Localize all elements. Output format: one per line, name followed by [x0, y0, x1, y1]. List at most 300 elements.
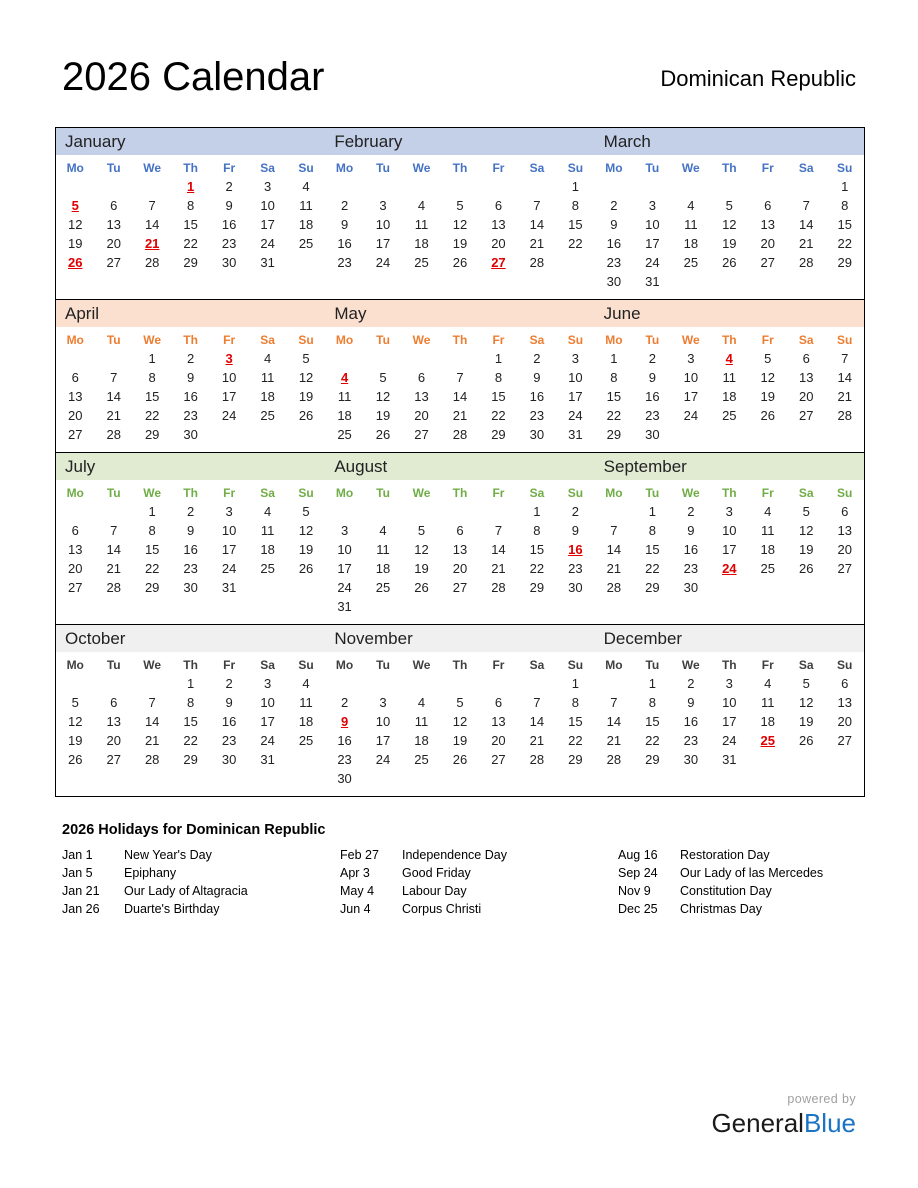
day-cell[interactable]: 11: [260, 523, 275, 538]
day-cell[interactable]: 28: [606, 580, 622, 595]
day-cell[interactable]: 6: [71, 523, 79, 538]
day-cell[interactable]: 25: [414, 255, 429, 270]
day-cell[interactable]: 18: [414, 733, 429, 748]
day-cell[interactable]: 16: [337, 733, 352, 748]
day-cell[interactable]: 6: [110, 695, 118, 710]
day-cell[interactable]: 9: [610, 217, 618, 232]
day-cell[interactable]: 28: [799, 255, 814, 270]
day-cell-holiday[interactable]: 4: [340, 370, 349, 385]
day-cell[interactable]: 4: [417, 695, 426, 710]
day-cell[interactable]: 12: [414, 542, 429, 557]
day-cell[interactable]: 14: [799, 217, 814, 232]
day-cell[interactable]: 26: [375, 427, 391, 442]
day-cell[interactable]: 2: [340, 695, 349, 710]
day-cell[interactable]: 24: [375, 752, 391, 767]
day-cell[interactable]: 12: [452, 714, 468, 729]
day-cell[interactable]: 3: [263, 179, 272, 194]
day-cell[interactable]: 7: [110, 370, 118, 385]
day-cell[interactable]: 6: [802, 351, 810, 366]
day-cell[interactable]: 28: [452, 427, 468, 442]
day-cell[interactable]: 18: [722, 389, 737, 404]
day-cell[interactable]: 19: [68, 236, 83, 251]
day-cell[interactable]: 6: [494, 198, 503, 213]
day-cell[interactable]: 26: [298, 408, 314, 423]
day-cell[interactable]: 13: [760, 217, 775, 232]
day-cell[interactable]: 14: [529, 217, 545, 232]
day-cell[interactable]: 1: [648, 676, 656, 691]
day-cell[interactable]: 12: [68, 217, 83, 232]
day-cell[interactable]: 8: [648, 695, 656, 710]
day-cell[interactable]: 4: [687, 198, 695, 213]
day-cell[interactable]: 12: [298, 523, 314, 538]
day-cell[interactable]: 13: [68, 389, 83, 404]
day-cell[interactable]: 14: [106, 389, 121, 404]
day-cell[interactable]: 14: [106, 542, 121, 557]
day-cell[interactable]: 2: [571, 504, 579, 519]
day-cell[interactable]: 16: [683, 542, 699, 557]
day-cell[interactable]: 5: [302, 351, 310, 366]
day-cell[interactable]: 15: [568, 217, 583, 232]
day-cell[interactable]: 23: [337, 752, 352, 767]
day-cell[interactable]: 28: [837, 408, 852, 423]
day-cell[interactable]: 19: [375, 408, 391, 423]
day-cell[interactable]: 13: [414, 389, 429, 404]
day-cell[interactable]: 1: [148, 351, 156, 366]
day-cell[interactable]: 16: [529, 389, 545, 404]
day-cell[interactable]: 7: [610, 695, 618, 710]
day-cell[interactable]: 12: [799, 523, 814, 538]
day-cell[interactable]: 12: [298, 370, 314, 385]
day-cell[interactable]: 7: [533, 198, 541, 213]
day-cell[interactable]: 18: [683, 236, 699, 251]
day-cell[interactable]: 2: [340, 198, 349, 213]
day-cell[interactable]: 11: [414, 714, 429, 729]
day-cell[interactable]: 30: [568, 580, 583, 595]
day-cell[interactable]: 21: [529, 236, 545, 251]
day-cell[interactable]: 9: [571, 523, 579, 538]
day-cell[interactable]: 23: [606, 255, 622, 270]
day-cell[interactable]: 17: [221, 389, 237, 404]
day-cell[interactable]: 17: [568, 389, 583, 404]
day-cell[interactable]: 12: [722, 217, 737, 232]
day-cell[interactable]: 27: [106, 255, 121, 270]
day-cell[interactable]: 28: [144, 255, 160, 270]
day-cell[interactable]: 26: [722, 255, 737, 270]
day-cell[interactable]: 29: [144, 427, 160, 442]
day-cell-holiday[interactable]: 1: [187, 179, 195, 194]
day-cell[interactable]: 7: [841, 351, 849, 366]
day-cell[interactable]: 3: [225, 504, 233, 519]
day-cell[interactable]: 22: [529, 561, 545, 576]
day-cell[interactable]: 7: [456, 370, 464, 385]
day-cell[interactable]: 7: [148, 695, 156, 710]
day-cell[interactable]: 23: [683, 561, 699, 576]
day-cell[interactable]: 23: [683, 733, 699, 748]
day-cell[interactable]: 5: [71, 695, 79, 710]
day-cell[interactable]: 20: [491, 733, 506, 748]
day-cell[interactable]: 26: [799, 561, 814, 576]
day-cell[interactable]: 28: [529, 752, 545, 767]
day-cell[interactable]: 2: [225, 179, 233, 194]
day-cell[interactable]: 22: [645, 733, 660, 748]
day-cell[interactable]: 25: [375, 580, 391, 595]
day-cell[interactable]: 16: [337, 236, 352, 251]
day-cell[interactable]: 7: [494, 523, 503, 538]
day-cell[interactable]: 26: [452, 752, 468, 767]
day-cell[interactable]: 6: [110, 198, 118, 213]
day-cell[interactable]: 10: [683, 370, 699, 385]
day-cell[interactable]: 15: [645, 714, 660, 729]
day-cell[interactable]: 25: [337, 427, 352, 442]
day-cell[interactable]: 17: [221, 542, 237, 557]
day-cell[interactable]: 29: [183, 255, 198, 270]
day-cell[interactable]: 29: [491, 427, 506, 442]
day-cell[interactable]: 14: [837, 370, 852, 385]
day-cell[interactable]: 4: [764, 676, 772, 691]
day-cell[interactable]: 1: [187, 676, 195, 691]
day-cell-holiday[interactable]: 27: [491, 255, 506, 270]
day-cell[interactable]: 19: [298, 389, 314, 404]
day-cell[interactable]: 20: [837, 542, 852, 557]
day-cell[interactable]: 19: [414, 561, 429, 576]
day-cell[interactable]: 10: [260, 198, 275, 213]
day-cell[interactable]: 15: [837, 217, 852, 232]
day-cell[interactable]: 1: [648, 504, 656, 519]
day-cell[interactable]: 28: [606, 752, 622, 767]
day-cell[interactable]: 19: [452, 733, 468, 748]
day-cell[interactable]: 14: [529, 714, 545, 729]
day-cell[interactable]: 2: [533, 351, 541, 366]
day-cell[interactable]: 15: [183, 217, 198, 232]
day-cell[interactable]: 4: [379, 523, 387, 538]
day-cell[interactable]: 7: [533, 695, 541, 710]
day-cell[interactable]: 22: [568, 733, 583, 748]
day-cell[interactable]: 31: [568, 427, 583, 442]
day-cell[interactable]: 17: [722, 542, 737, 557]
day-cell[interactable]: 25: [760, 561, 775, 576]
day-cell[interactable]: 25: [722, 408, 737, 423]
day-cell[interactable]: 13: [452, 542, 468, 557]
day-cell[interactable]: 27: [68, 427, 83, 442]
day-cell[interactable]: 30: [221, 255, 237, 270]
day-cell[interactable]: 13: [106, 217, 121, 232]
day-cell[interactable]: 11: [761, 695, 775, 710]
day-cell[interactable]: 2: [610, 198, 618, 213]
day-cell[interactable]: 16: [183, 389, 198, 404]
day-cell[interactable]: 2: [187, 351, 195, 366]
day-cell[interactable]: 19: [760, 389, 775, 404]
day-cell[interactable]: 20: [106, 733, 121, 748]
day-cell[interactable]: 11: [761, 523, 775, 538]
day-cell[interactable]: 6: [764, 198, 772, 213]
day-cell[interactable]: 31: [722, 752, 737, 767]
day-cell[interactable]: 9: [533, 370, 541, 385]
day-cell[interactable]: 11: [299, 695, 313, 710]
day-cell[interactable]: 13: [837, 695, 852, 710]
day-cell[interactable]: 8: [571, 198, 579, 213]
day-cell[interactable]: 22: [144, 408, 160, 423]
day-cell[interactable]: 30: [645, 427, 660, 442]
day-cell[interactable]: 10: [722, 523, 737, 538]
day-cell[interactable]: 19: [68, 733, 83, 748]
day-cell-holiday[interactable]: 4: [725, 351, 733, 366]
day-cell[interactable]: 4: [263, 504, 272, 519]
day-cell[interactable]: 17: [337, 561, 352, 576]
day-cell[interactable]: 13: [799, 370, 814, 385]
day-cell[interactable]: 21: [529, 733, 545, 748]
day-cell-holiday[interactable]: 24: [722, 561, 737, 576]
day-cell[interactable]: 17: [260, 714, 275, 729]
day-cell[interactable]: 10: [221, 523, 237, 538]
day-cell[interactable]: 15: [606, 389, 622, 404]
day-cell[interactable]: 24: [260, 733, 275, 748]
day-cell[interactable]: 31: [260, 255, 275, 270]
day-cell[interactable]: 29: [144, 580, 160, 595]
day-cell[interactable]: 19: [298, 542, 314, 557]
day-cell[interactable]: 9: [187, 523, 195, 538]
day-cell[interactable]: 29: [645, 580, 660, 595]
day-cell[interactable]: 5: [802, 504, 810, 519]
day-cell[interactable]: 4: [302, 179, 310, 194]
day-cell[interactable]: 10: [375, 217, 391, 232]
day-cell[interactable]: 11: [260, 370, 275, 385]
day-cell[interactable]: 10: [375, 714, 391, 729]
day-cell[interactable]: 18: [260, 389, 275, 404]
day-cell[interactable]: 6: [494, 695, 503, 710]
day-cell[interactable]: 20: [68, 408, 83, 423]
day-cell[interactable]: 20: [760, 236, 775, 251]
day-cell[interactable]: 20: [837, 714, 852, 729]
day-cell[interactable]: 17: [260, 217, 275, 232]
day-cell[interactable]: 2: [187, 504, 195, 519]
day-cell[interactable]: 8: [187, 695, 195, 710]
day-cell[interactable]: 24: [375, 255, 391, 270]
day-cell[interactable]: 26: [298, 561, 314, 576]
day-cell[interactable]: 12: [799, 695, 814, 710]
day-cell[interactable]: 28: [106, 580, 121, 595]
day-cell[interactable]: 5: [456, 695, 464, 710]
day-cell[interactable]: 31: [337, 599, 352, 614]
day-cell[interactable]: 15: [568, 714, 583, 729]
day-cell[interactable]: 9: [187, 370, 195, 385]
day-cell[interactable]: 3: [725, 504, 733, 519]
day-cell[interactable]: 21: [452, 408, 468, 423]
day-cell[interactable]: 8: [841, 198, 849, 213]
day-cell[interactable]: 29: [645, 752, 660, 767]
day-cell[interactable]: 14: [491, 542, 506, 557]
day-cell[interactable]: 8: [148, 370, 156, 385]
day-cell[interactable]: 21: [799, 236, 814, 251]
day-cell[interactable]: 16: [183, 542, 198, 557]
day-cell[interactable]: 20: [414, 408, 429, 423]
day-cell[interactable]: 3: [263, 676, 272, 691]
day-cell[interactable]: 6: [841, 676, 849, 691]
day-cell[interactable]: 18: [260, 542, 275, 557]
day-cell[interactable]: 28: [144, 752, 160, 767]
day-cell[interactable]: 5: [725, 198, 733, 213]
day-cell[interactable]: 24: [337, 580, 352, 595]
day-cell[interactable]: 21: [837, 389, 852, 404]
day-cell[interactable]: 3: [725, 676, 733, 691]
day-cell[interactable]: 5: [417, 523, 426, 538]
day-cell[interactable]: 27: [760, 255, 775, 270]
day-cell[interactable]: 23: [645, 408, 660, 423]
day-cell[interactable]: 16: [606, 236, 622, 251]
day-cell[interactable]: 29: [568, 752, 583, 767]
day-cell[interactable]: 2: [687, 676, 695, 691]
day-cell[interactable]: 18: [760, 714, 775, 729]
day-cell[interactable]: 13: [106, 714, 121, 729]
day-cell[interactable]: 26: [760, 408, 775, 423]
day-cell[interactable]: 5: [802, 676, 810, 691]
day-cell-holiday[interactable]: 21: [144, 236, 160, 251]
day-cell[interactable]: 10: [722, 695, 737, 710]
day-cell[interactable]: 25: [683, 255, 699, 270]
day-cell[interactable]: 22: [837, 236, 852, 251]
day-cell[interactable]: 20: [799, 389, 814, 404]
day-cell[interactable]: 13: [491, 714, 506, 729]
day-cell[interactable]: 28: [106, 427, 121, 442]
day-cell[interactable]: 6: [417, 370, 426, 385]
day-cell[interactable]: 29: [183, 752, 198, 767]
day-cell[interactable]: 11: [722, 370, 737, 385]
day-cell[interactable]: 30: [221, 752, 237, 767]
day-cell[interactable]: 31: [221, 580, 237, 595]
day-cell[interactable]: 31: [645, 274, 660, 289]
day-cell[interactable]: 25: [260, 408, 275, 423]
day-cell[interactable]: 27: [491, 752, 506, 767]
day-cell[interactable]: 8: [533, 523, 541, 538]
day-cell[interactable]: 29: [606, 427, 622, 442]
day-cell[interactable]: 11: [414, 217, 429, 232]
day-cell[interactable]: 15: [144, 389, 160, 404]
day-cell[interactable]: 20: [68, 561, 83, 576]
day-cell[interactable]: 6: [71, 370, 79, 385]
day-cell[interactable]: 21: [606, 733, 622, 748]
day-cell-holiday[interactable]: 25: [760, 733, 775, 748]
day-cell[interactable]: 18: [414, 236, 429, 251]
day-cell[interactable]: 30: [606, 274, 622, 289]
day-cell[interactable]: 30: [683, 580, 699, 595]
day-cell[interactable]: 12: [375, 389, 391, 404]
day-cell[interactable]: 15: [183, 714, 198, 729]
day-cell[interactable]: 27: [106, 752, 121, 767]
day-cell[interactable]: 16: [683, 714, 699, 729]
day-cell[interactable]: 14: [452, 389, 468, 404]
day-cell[interactable]: 9: [340, 217, 349, 232]
day-cell[interactable]: 30: [337, 771, 352, 786]
day-cell[interactable]: 7: [110, 523, 118, 538]
day-cell[interactable]: 20: [452, 561, 468, 576]
day-cell[interactable]: 19: [799, 714, 814, 729]
day-cell[interactable]: 22: [183, 733, 198, 748]
day-cell[interactable]: 23: [183, 408, 198, 423]
day-cell[interactable]: 24: [568, 408, 583, 423]
day-cell[interactable]: 9: [687, 695, 695, 710]
day-cell[interactable]: 19: [799, 542, 814, 557]
day-cell[interactable]: 23: [568, 561, 583, 576]
day-cell[interactable]: 23: [221, 733, 237, 748]
day-cell[interactable]: 27: [414, 427, 429, 442]
day-cell[interactable]: 22: [144, 561, 160, 576]
day-cell[interactable]: 8: [494, 370, 503, 385]
day-cell[interactable]: 22: [183, 236, 198, 251]
day-cell[interactable]: 14: [144, 217, 160, 232]
day-cell[interactable]: 11: [337, 389, 352, 404]
day-cell[interactable]: 5: [764, 351, 772, 366]
day-cell[interactable]: 2: [225, 676, 233, 691]
day-cell[interactable]: 8: [648, 523, 656, 538]
day-cell[interactable]: 10: [568, 370, 583, 385]
day-cell[interactable]: 29: [529, 580, 545, 595]
day-cell[interactable]: 9: [687, 523, 695, 538]
day-cell[interactable]: 30: [683, 752, 699, 767]
day-cell[interactable]: 30: [183, 580, 198, 595]
day-cell[interactable]: 23: [529, 408, 545, 423]
day-cell[interactable]: 31: [260, 752, 275, 767]
day-cell[interactable]: 28: [529, 255, 545, 270]
day-cell[interactable]: 1: [148, 504, 156, 519]
day-cell[interactable]: 15: [529, 542, 545, 557]
day-cell[interactable]: 20: [106, 236, 121, 251]
day-cell[interactable]: 24: [260, 236, 275, 251]
day-cell[interactable]: 24: [722, 733, 737, 748]
day-cell[interactable]: 13: [68, 542, 83, 557]
day-cell[interactable]: 6: [456, 523, 464, 538]
day-cell[interactable]: 21: [106, 561, 121, 576]
day-cell[interactable]: 23: [221, 236, 237, 251]
day-cell[interactable]: 5: [379, 370, 387, 385]
day-cell[interactable]: 22: [491, 408, 506, 423]
day-cell[interactable]: 22: [606, 408, 622, 423]
day-cell[interactable]: 4: [302, 676, 310, 691]
day-cell[interactable]: 15: [491, 389, 506, 404]
day-cell[interactable]: 29: [837, 255, 852, 270]
day-cell[interactable]: 12: [760, 370, 775, 385]
day-cell[interactable]: 27: [452, 580, 468, 595]
day-cell[interactable]: 13: [491, 217, 506, 232]
day-cell[interactable]: 22: [645, 561, 660, 576]
day-cell[interactable]: 3: [687, 351, 695, 366]
day-cell[interactable]: 10: [645, 217, 660, 232]
day-cell[interactable]: 18: [298, 217, 314, 232]
day-cell[interactable]: 13: [837, 523, 852, 538]
day-cell[interactable]: 1: [494, 351, 503, 366]
day-cell-holiday[interactable]: 16: [568, 542, 583, 557]
day-cell[interactable]: 17: [722, 714, 737, 729]
day-cell[interactable]: 18: [298, 714, 314, 729]
day-cell[interactable]: 1: [533, 504, 541, 519]
day-cell[interactable]: 10: [260, 695, 275, 710]
day-cell[interactable]: 8: [187, 198, 195, 213]
day-cell[interactable]: 11: [376, 542, 390, 557]
day-cell[interactable]: 6: [841, 504, 849, 519]
day-cell[interactable]: 17: [375, 733, 391, 748]
day-cell[interactable]: 8: [148, 523, 156, 538]
day-cell[interactable]: 17: [645, 236, 660, 251]
day-cell[interactable]: 15: [645, 542, 660, 557]
day-cell[interactable]: 27: [799, 408, 814, 423]
day-cell[interactable]: 1: [610, 351, 618, 366]
day-cell[interactable]: 23: [183, 561, 198, 576]
day-cell[interactable]: 19: [452, 236, 468, 251]
day-cell[interactable]: 26: [68, 752, 83, 767]
day-cell[interactable]: 22: [568, 236, 583, 251]
day-cell-holiday[interactable]: 3: [225, 351, 233, 366]
day-cell[interactable]: 3: [379, 695, 387, 710]
day-cell[interactable]: 1: [841, 179, 849, 194]
day-cell[interactable]: 25: [298, 733, 314, 748]
